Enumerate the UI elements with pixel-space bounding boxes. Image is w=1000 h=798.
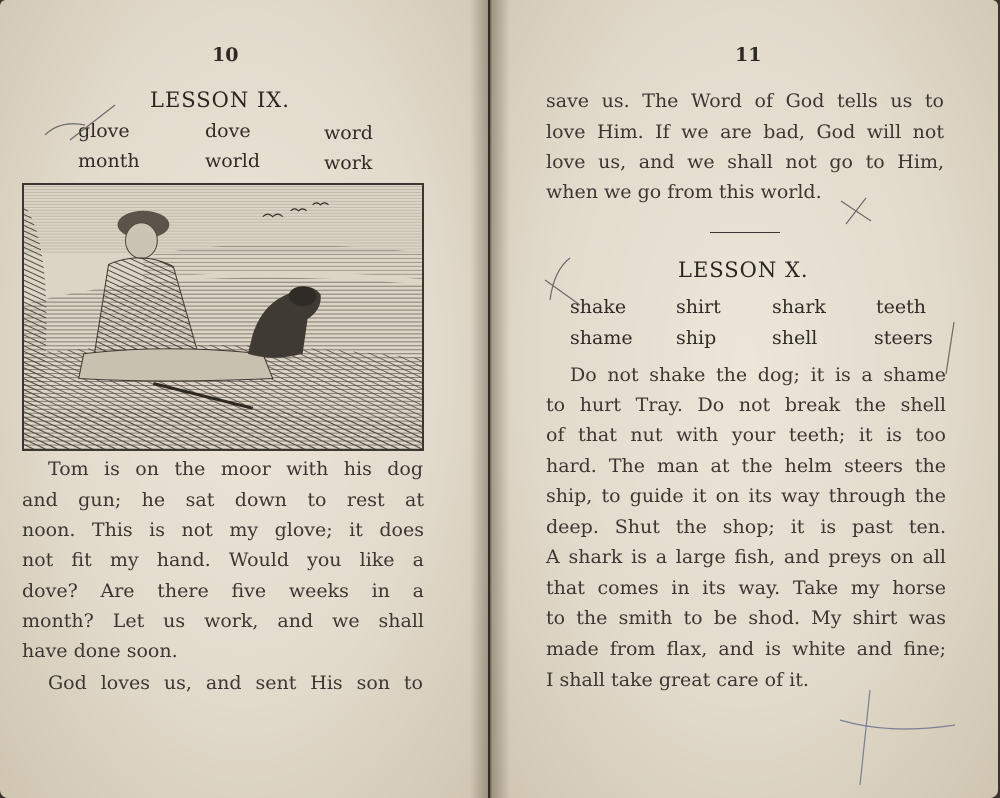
word-item: steers xyxy=(874,327,933,349)
text-line: love us, and we shall not go to Him, xyxy=(546,151,944,173)
word-item: shake xyxy=(570,296,627,318)
text-line: not fit my hand. Would you like a xyxy=(22,549,424,571)
text-line: God loves us, and sent His son to xyxy=(48,672,423,694)
word-item: glove xyxy=(78,120,130,142)
page-number-left: 10 xyxy=(212,44,239,66)
word-item: dove xyxy=(205,120,251,142)
text-line: ship, to guide it on its way through the xyxy=(546,485,946,507)
text-line: of that nut with your teeth; it is too xyxy=(546,424,946,446)
text-line: love Him. If we are bad, God will not xyxy=(546,121,944,143)
text-line: deep. Shut the shop; it is past ten. xyxy=(546,516,946,538)
lesson-title-left: LESSON IX. xyxy=(150,88,290,112)
word-item: work xyxy=(324,152,373,174)
left-page xyxy=(0,0,488,798)
text-line: to the smith to be shod. My shirt was xyxy=(546,607,946,629)
text-line: and gun; he sat down to rest at xyxy=(22,489,424,511)
text-line: dove? Are there five weeks in a xyxy=(22,580,424,602)
text-line: noon. This is not my glove; it does xyxy=(22,519,424,541)
text-line: Tom is on the moor with his dog xyxy=(48,458,423,480)
word-item: word xyxy=(324,122,373,144)
word-item: world xyxy=(205,150,261,172)
text-line: save us. The Word of God tells us to xyxy=(546,90,944,112)
text-line: when we go from this world. xyxy=(546,181,822,203)
word-item: shame xyxy=(570,327,633,349)
word-item: month xyxy=(78,150,140,172)
text-line: have done soon. xyxy=(22,640,178,662)
word-item: shell xyxy=(772,327,818,349)
text-line: made from flax, and is white and fine; xyxy=(546,638,946,660)
text-line: I shall take great care of it. xyxy=(546,669,809,691)
text-line: A shark is a large fish, and preys on all xyxy=(546,546,946,568)
text-line: that comes in its way. Take my horse xyxy=(546,577,946,599)
word-item: shark xyxy=(772,296,826,318)
section-divider xyxy=(710,232,780,233)
lesson-title-right: LESSON X. xyxy=(678,258,809,282)
text-line: month? Let us work, and we shall xyxy=(22,610,424,632)
text-line: hard. The man at the helm steers the xyxy=(546,455,946,477)
text-line: to hurt Tray. Do not break the shell xyxy=(546,394,946,416)
word-item: teeth xyxy=(876,296,926,318)
engraving-boy-with-dog xyxy=(22,183,424,451)
word-item: ship xyxy=(676,327,717,349)
text-line: Do not shake the dog; it is a shame xyxy=(570,364,946,386)
word-item: shirt xyxy=(676,296,721,318)
page-number-right: 11 xyxy=(735,44,762,66)
